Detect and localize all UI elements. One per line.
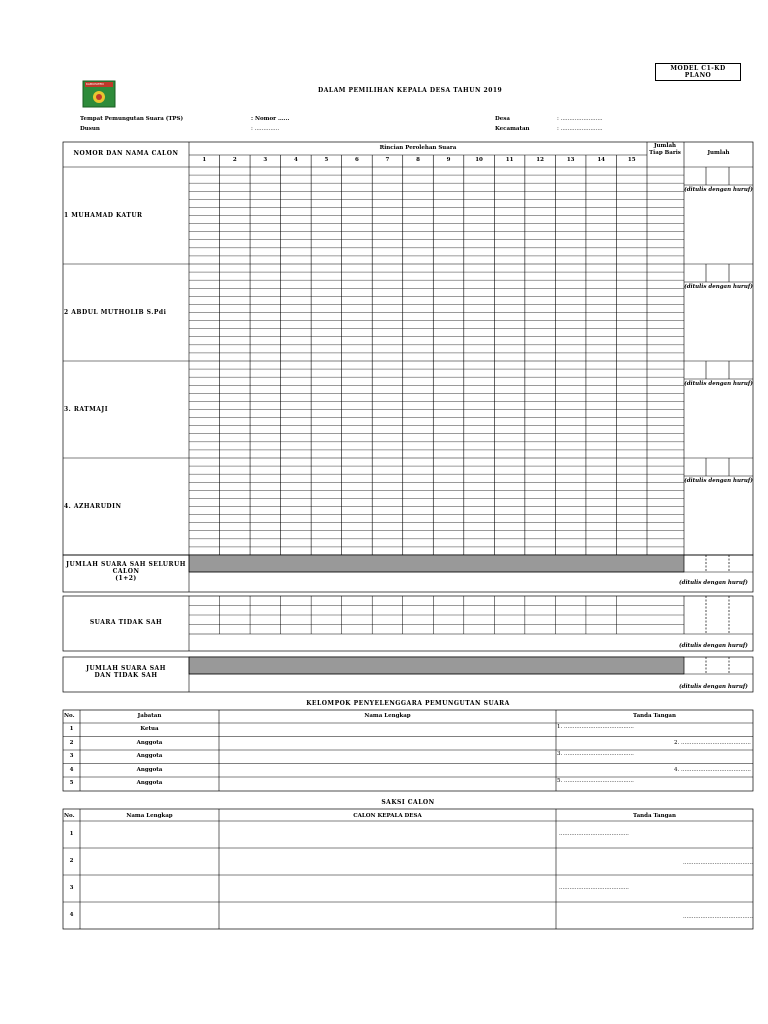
model-code-plano: PLANO	[684, 72, 712, 79]
total-all-label	[63, 665, 189, 679]
committee-row-no: 5	[69, 780, 74, 786]
committee-row-jabatan: Anggota	[136, 739, 163, 746]
committee-row-signature[interactable]: 2. ........................................	[674, 739, 751, 746]
committee-row-signature[interactable]: 4. ........................................	[674, 766, 751, 773]
total-valid-note: (ditulis dengan huruf)	[679, 580, 748, 586]
dusun-value: : ..............	[251, 126, 280, 132]
column-number: 8	[416, 157, 420, 163]
header-jumlah-tiap-baris: Jumlah Tiap Baris	[649, 143, 681, 156]
committee-col-ttd: Tanda Tangan	[633, 713, 676, 719]
witness-row-no: 1	[69, 831, 74, 837]
committee-row-signature[interactable]: 3. ........................................	[557, 751, 634, 757]
column-number: 12	[536, 157, 544, 163]
witness-row-no: 4	[69, 912, 74, 918]
column-number: 2	[232, 157, 237, 163]
column-number: 1	[202, 157, 207, 163]
witness-col-no: No.	[64, 813, 75, 819]
column-number: 14	[597, 157, 606, 163]
candidate-count-note: (ditulis dengan huruf)	[684, 478, 753, 484]
column-number: 7	[385, 157, 390, 163]
witness-row-no: 2	[69, 858, 74, 864]
committee-col-jabatan: Jabatan	[137, 713, 162, 719]
kecamatan-value: : ........................	[557, 126, 603, 132]
dusun-label: Dusun	[80, 126, 100, 132]
total-valid-label-3: (1+2)	[115, 575, 137, 582]
page-title: DALAM PEMILIHAN KEPALA DESA TAHUN 2019	[318, 87, 503, 94]
committee-col-nama: Nama Lengkap	[364, 713, 411, 719]
witness-row-signature[interactable]: ........................................	[683, 860, 753, 866]
column-number: 3	[263, 157, 268, 163]
committee-row-no: 4	[69, 766, 74, 773]
column-number: 9	[446, 157, 451, 163]
witness-col-ttd: Tanda Tangan	[633, 813, 676, 819]
witness-row-signature[interactable]: ........................................	[559, 831, 629, 837]
candidate-count-note: (ditulis dengan huruf)	[684, 284, 753, 290]
total-all-label-1: JUMLAH SUARA SAH	[86, 665, 166, 672]
invalid-note: (ditulis dengan huruf)	[679, 643, 748, 649]
desa-label: Desa	[495, 116, 510, 122]
committee-row-signature[interactable]: 1. ........................................	[557, 724, 634, 730]
committee-title: KELOMPOK PENYELENGGARA PEMUNGUTAN SUARA	[306, 700, 510, 707]
column-number: 11	[505, 157, 514, 163]
witness-row-no: 3	[69, 885, 74, 891]
header-candidate: NOMOR DAN NAMA CALON	[73, 150, 179, 157]
committee-row-jabatan: Ketua	[140, 726, 159, 732]
tps-value: : Nomor ......	[251, 116, 290, 122]
total-valid-label-1: JUMLAH SUARA SAH SELURUH	[66, 561, 186, 568]
logo-text: KABUPATEN	[86, 82, 104, 86]
tps-label: Tempat Pemungutan Suara (TPS)	[80, 116, 184, 122]
witness-title: SAKSI CALON	[381, 799, 435, 806]
total-all-label-2: DAN TIDAK SAH	[94, 672, 158, 679]
candidate-name: 3. RATMAJI	[64, 406, 109, 413]
witness-col-calon: CALON KEPALA DESA	[353, 813, 422, 819]
candidate-count-note: (ditulis dengan huruf)	[684, 187, 753, 193]
witness-row-signature[interactable]: ........................................	[683, 914, 753, 920]
kecamatan-label: Kecamatan	[495, 126, 530, 132]
committee-row-no: 3	[69, 753, 74, 759]
committee-row-no: 1	[69, 726, 74, 732]
column-number: 13	[566, 157, 575, 163]
total-valid-label	[63, 561, 189, 582]
header-rincian: Rincian Perolehan Suara	[379, 145, 457, 151]
candidate-name: 2 ABDUL MUTHOLIB S.Pdi	[64, 309, 167, 316]
candidate-name: 1 MUHAMAD KATUR	[64, 212, 143, 219]
committee-row-jabatan: Anggota	[136, 753, 163, 759]
total-all-note: (ditulis dengan huruf)	[679, 684, 748, 690]
witness-row-signature[interactable]: ........................................	[559, 885, 629, 891]
desa-value: : ........................	[557, 116, 603, 122]
model-code: MODEL C1-KD	[670, 65, 726, 72]
committee-col-no: No.	[64, 713, 75, 719]
committee-row-jabatan: Anggota	[136, 780, 163, 786]
model-code-box	[655, 63, 741, 81]
column-number: 5	[324, 157, 329, 163]
candidate-count-note: (ditulis dengan huruf)	[684, 381, 753, 387]
committee-row-signature[interactable]: 5. ........................................	[557, 778, 634, 784]
committee-row-no: 2	[69, 739, 74, 746]
column-number: 10	[475, 157, 483, 163]
total-valid-label-2: CALON	[112, 568, 140, 575]
column-number: 4	[293, 157, 298, 163]
witness-col-nama: Nama Lengkap	[126, 813, 173, 819]
logo	[82, 80, 116, 108]
header-jumlah: Jumlah	[707, 150, 730, 156]
committee-row-jabatan: Anggota	[136, 766, 163, 773]
invalid-label: SUARA TIDAK SAH	[89, 619, 163, 626]
column-number: 6	[355, 157, 359, 163]
candidate-name: 4. AZHARUDIN	[64, 503, 122, 510]
column-number: 15	[627, 157, 636, 163]
